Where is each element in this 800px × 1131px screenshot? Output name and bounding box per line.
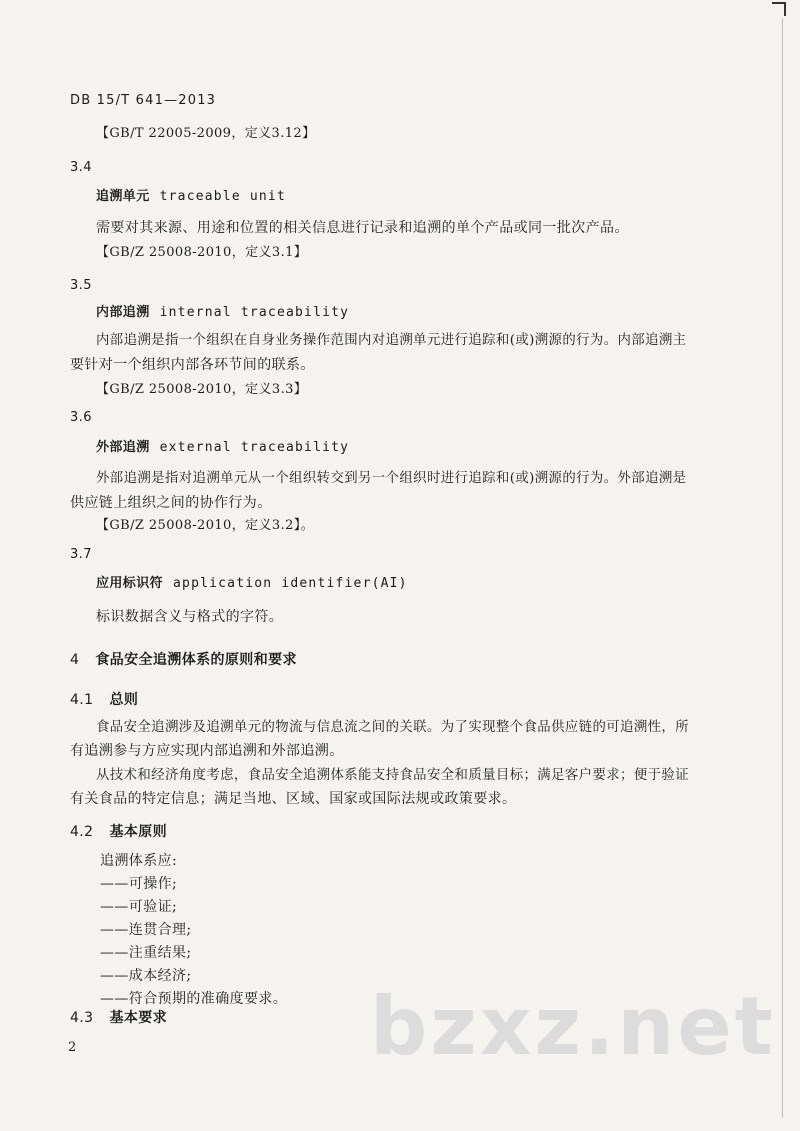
definition-3-5-line1: 内部追溯是指一个组织在自身业务操作范围内对追溯单元进行追踪和(或)溯源的行为。内部追溯主 (96, 333, 687, 348)
standard-code-header: DB 15/T 641—2013 (70, 93, 217, 108)
reference-3-6: 【GB/Z 25008-2010，定义3.2】。 (96, 518, 315, 533)
clause-number-3-6: 3.6 (70, 410, 92, 425)
definition-3-6-line2: 供应链上组织之间的协作行为。 (70, 495, 272, 511)
principle-item: ——注重结果; (100, 945, 192, 961)
section-heading-4 (70, 650, 297, 670)
principle-item: ——成本经济; (100, 968, 192, 984)
term-en: internal traceability (159, 305, 350, 320)
reference-3-4: 【GB/Z 25008-2010，定义3.1】 (96, 245, 308, 260)
watermark: bzxz.net (370, 980, 776, 1073)
page-edge-line (782, 18, 783, 1118)
term-en: external traceability (159, 440, 350, 455)
principle-item: ——可操作; (100, 876, 178, 892)
paragraph-4-1-1-line2: 有追溯参与方应实现内部追溯和外部追溯。 (70, 743, 344, 759)
principles-intro: 追溯体系应: (100, 853, 178, 869)
corner-mark (772, 2, 786, 16)
term-cn: 外部追溯 (96, 440, 150, 455)
section-number: 4.1 (70, 692, 94, 708)
section-number: 4 (70, 652, 80, 668)
reference-3-5: 【GB/Z 25008-2010，定义3.3】 (96, 382, 308, 397)
section-title: 食品安全追溯体系的原则和要求 (95, 652, 297, 668)
section-heading-4-3 (70, 1008, 167, 1028)
reference-3-3: 【GB/T 22005-2009，定义3.12】 (96, 126, 316, 141)
term-3-7 (96, 574, 408, 594)
paragraph-4-1-2-line2: 有关食品的特定信息；满足当地、区域、国家或国际法规或政策要求。 (70, 791, 517, 807)
paragraph-4-1-1-line1: 食品安全追溯涉及追溯单元的物流与信息流之间的关联。为了实现整个食品供应链的可追溯性，所 (96, 720, 689, 735)
section-title: 总则 (109, 692, 139, 708)
term-cn: 应用标识符 (96, 576, 164, 591)
section-heading-4-1 (70, 690, 138, 710)
definition-3-4: 需要对其来源、用途和位置的相关信息进行记录和追溯的单个产品或同一批次产品。 (96, 220, 629, 236)
term-3-6 (96, 438, 349, 458)
section-number: 4.2 (70, 824, 94, 840)
page-number: 2 (68, 1040, 77, 1055)
term-cn: 追溯单元 (96, 189, 150, 204)
term-3-4 (96, 187, 286, 207)
term-cn: 内部追溯 (96, 305, 150, 320)
term-en: traceable unit (159, 189, 286, 204)
principle-item: ——连贯合理; (100, 922, 192, 938)
principle-item: ——符合预期的准确度要求。 (100, 991, 288, 1007)
definition-3-6-line1: 外部追溯是指对追溯单元从一个组织转交到另一个组织时进行追踪和(或)溯源的行为。外部追溯是 (96, 471, 687, 486)
principle-item: ——可验证; (100, 899, 178, 915)
section-heading-4-2 (70, 822, 167, 842)
clause-number-3-4: 3.4 (70, 160, 92, 175)
clause-number-3-5: 3.5 (70, 278, 92, 293)
term-3-5 (96, 303, 349, 323)
section-title: 基本原则 (109, 824, 168, 840)
definition-3-5-line2: 要针对一个组织内部各环节间的联系。 (70, 357, 315, 373)
paragraph-4-1-2-line1: 从技术和经济角度考虑，食品安全追溯体系能支持食品安全和质量目标；满足客户要求；便于验证 (96, 768, 689, 783)
clause-number-3-7: 3.7 (70, 547, 92, 562)
definition-3-7: 标识数据含义与格式的字符。 (96, 609, 284, 625)
term-en: application identifier(AI) (173, 576, 408, 591)
section-number: 4.3 (70, 1010, 94, 1026)
section-title: 基本要求 (109, 1010, 168, 1026)
